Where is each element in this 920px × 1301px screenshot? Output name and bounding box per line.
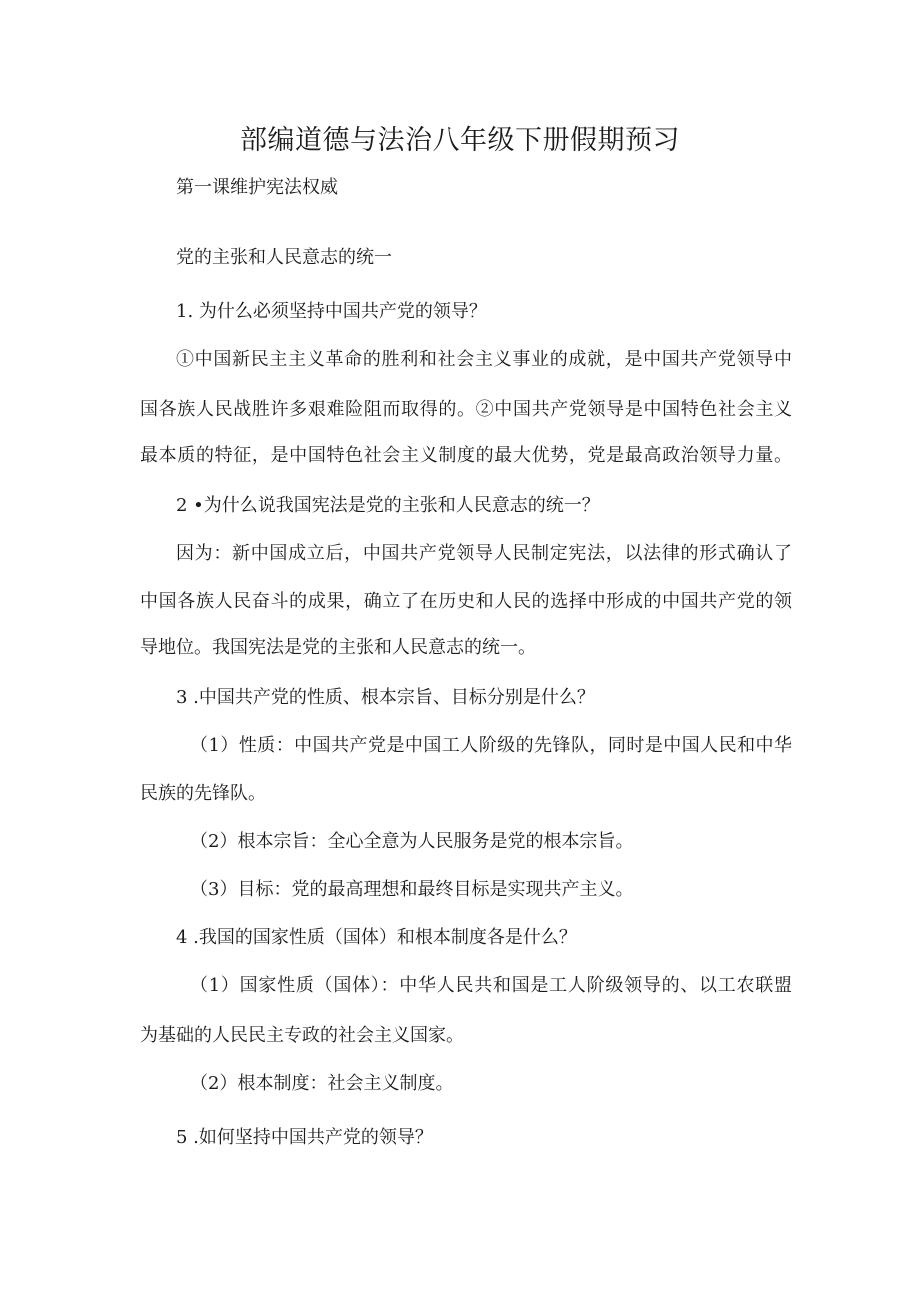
question-3: 3 .中国共产党的性质、根本宗旨、目标分别是什么？ (176, 687, 595, 708)
answer-1-line-1: ①中国新民主主义革命的胜利和社会主义事业的成就，是中国共产党领导中 (176, 349, 792, 370)
answer-3-1-line-2: 民族的先锋队。 (140, 783, 266, 804)
answer-2-line-3: 导地位。我国宪法是党的主张和人民意志的统一。 (140, 637, 536, 658)
question-1: 1. 为什么必须坚持中国共产党的领导？ (176, 301, 487, 322)
question-4: 4 .我国的国家性质（国体）和根本制度各是什么？ (176, 927, 577, 948)
answer-3-1-line-1: （1）性质：中国共产党是中国工人阶级的先锋队，同时是中国人民和中华 (190, 735, 792, 756)
document-title: 部编道德与法治八年级下册假期预习 (240, 125, 680, 156)
answer-2-line-1: 因为：新中国成立后，中国共产党领导人民制定宪法，以法律的形式确认了 (176, 543, 792, 564)
answer-3-2: （2）根本宗旨：全心全意为人民服务是党的根本宗旨。 (190, 831, 634, 852)
answer-1-line-2: 国各族人民战胜许多艰难险阻而取得的。②中国共产党领导是中国特色社会主义 (140, 399, 792, 420)
answer-4-2: （2）根本制度：社会主义制度。 (190, 1073, 454, 1094)
lesson-heading: 第一课维护宪法权威 (176, 177, 338, 198)
section-heading: 党的主张和人民意志的统一 (176, 247, 392, 268)
question-2: 2 •为什么说我国宪法是党的主张和人民意志的统一？ (176, 495, 600, 516)
question-5: 5 .如何坚持中国共产党的领导？ (176, 1127, 433, 1148)
answer-2-line-2: 中国各族人民奋斗的成果，确立了在历史和人民的选择中形成的中国共产党的领 (140, 591, 792, 612)
answer-1-line-3: 最本质的特征，是中国特色社会主义制度的最大优势，党是最高政治领导力量。 (140, 445, 792, 466)
answer-4-1-line-2: 为基础的人民民主专政的社会主义国家。 (140, 1025, 464, 1046)
answer-4-1-line-1: （1）国家性质（国体）：中华人民共和国是工人阶级领导的、以工农联盟 (190, 975, 792, 996)
answer-3-3: （3）目标：党的最高理想和最终目标是实现共产主义。 (190, 879, 634, 900)
